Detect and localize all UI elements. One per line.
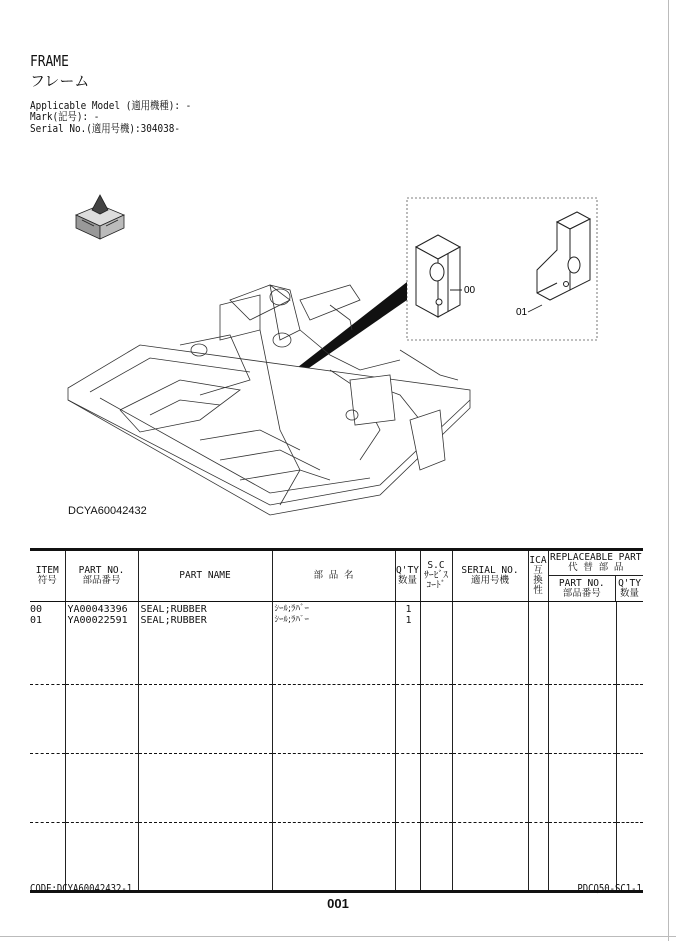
rep-qty-cell <box>616 615 643 626</box>
empty-cell <box>420 626 452 685</box>
header-item: ITEM 符号 <box>30 550 65 602</box>
empty-cell <box>395 823 420 892</box>
header-rep-part-no: PART NO. 部品番号 <box>558 577 605 599</box>
part-name-jp-cell: ｼｰﾙ;ﾗﾊﾞｰ <box>272 602 395 616</box>
empty-cell <box>272 823 395 892</box>
empty-cell <box>30 823 65 892</box>
empty-cell <box>138 685 272 754</box>
rep-part-no-cell <box>548 615 616 626</box>
ica-cell <box>528 615 548 626</box>
empty-cell <box>272 754 395 823</box>
part-no-cell: YA00043396 <box>65 602 138 616</box>
parts-table <box>30 548 643 893</box>
header-part-name-jp: 部 品 名 <box>272 550 395 602</box>
empty-cell <box>65 685 138 754</box>
empty-cell <box>420 685 452 754</box>
title-en: FRAME <box>30 52 69 70</box>
page-border-bottom <box>0 936 676 937</box>
empty-cell <box>452 823 528 892</box>
header-replaceable-title: REPLACEABLE PART 代 替 部 品 <box>549 551 644 576</box>
empty-cell <box>395 626 420 685</box>
header-replaceable <box>548 550 643 602</box>
table-row <box>30 685 643 754</box>
empty-cell <box>616 626 643 685</box>
empty-cell <box>30 685 65 754</box>
part-name-cell: SEAL;RUBBER <box>138 615 272 626</box>
header-rep-qty: Q'TY 数量 <box>615 576 643 601</box>
header-sc: S.C ｻｰﾋﾞｽ ｺｰﾄﾞ <box>420 550 452 602</box>
empty-cell <box>138 754 272 823</box>
serial-no: Serial No.(適用号機):304038- <box>30 122 180 135</box>
empty-cell <box>420 823 452 892</box>
empty-cell <box>528 823 548 892</box>
qty-cell: 1 <box>395 615 420 626</box>
rep-qty-cell <box>616 602 643 616</box>
empty-cell <box>548 823 616 892</box>
serial-cell <box>452 615 528 626</box>
footer-code: CODE:DCYA60042432-1 <box>30 883 133 895</box>
table-row <box>30 754 643 823</box>
header-ica: ICA 互 換 性 <box>528 550 548 602</box>
serial-cell <box>452 602 528 616</box>
callout-00: 00 <box>464 285 476 296</box>
empty-cell <box>616 754 643 823</box>
empty-cell <box>138 823 272 892</box>
frame-exploded-drawing <box>0 190 676 530</box>
applicable-model: Applicable Model (適用機種): - <box>30 99 192 112</box>
frame-assembly <box>68 285 470 515</box>
footer-doc-id: PDCQ50-SC1-1 <box>577 883 642 895</box>
part-01-seal <box>537 212 590 300</box>
empty-cell <box>616 823 643 892</box>
item-cell: 01 <box>30 615 43 626</box>
empty-cell <box>395 754 420 823</box>
empty-cell <box>30 754 65 823</box>
table-row <box>30 626 643 685</box>
part-00-seal <box>416 235 462 317</box>
empty-cell <box>65 626 138 685</box>
empty-cell <box>548 754 616 823</box>
table-header-row <box>30 550 643 602</box>
table-row <box>30 615 643 626</box>
empty-cell <box>548 626 616 685</box>
sc-cell <box>420 602 452 616</box>
empty-cell <box>548 685 616 754</box>
empty-cell <box>452 626 528 685</box>
rep-part-no-cell <box>548 602 616 616</box>
title-jp: フレーム <box>30 72 90 90</box>
ica-cell <box>528 602 548 616</box>
table-row <box>30 602 643 616</box>
machine-orientation-icon <box>76 195 124 239</box>
page-number: 001 <box>327 896 349 911</box>
header-part-name: PART NAME <box>138 550 272 602</box>
empty-cell <box>616 685 643 754</box>
part-no-cell: YA00022591 <box>65 615 138 626</box>
empty-cell <box>452 754 528 823</box>
empty-cell <box>528 626 548 685</box>
part-name-jp-cell: ｼｰﾙ;ﾗﾊﾞｰ <box>272 615 395 626</box>
empty-cell <box>272 626 395 685</box>
empty-cell <box>138 626 272 685</box>
table-row <box>30 823 643 892</box>
empty-cell <box>272 685 395 754</box>
header-part-no: PART NO. 部品番号 <box>65 550 138 602</box>
empty-cell <box>65 823 138 892</box>
item-cell: 00 <box>30 604 43 615</box>
empty-cell <box>30 626 65 685</box>
qty-cell: 1 <box>395 602 420 616</box>
drawing-code: DCYA60042432 <box>68 505 147 517</box>
callout-01: 01 <box>516 307 528 318</box>
header-serial: SERIAL NO. 適用号機 <box>452 550 528 602</box>
header-qty: Q'TY 数量 <box>395 550 420 602</box>
part-name-cell: SEAL;RUBBER <box>138 602 272 616</box>
empty-cell <box>420 754 452 823</box>
empty-cell <box>395 685 420 754</box>
empty-cell <box>452 685 528 754</box>
empty-cell <box>65 754 138 823</box>
sc-cell <box>420 615 452 626</box>
empty-cell <box>528 754 548 823</box>
mark: Mark(記号): - <box>30 110 100 123</box>
empty-cell <box>528 685 548 754</box>
